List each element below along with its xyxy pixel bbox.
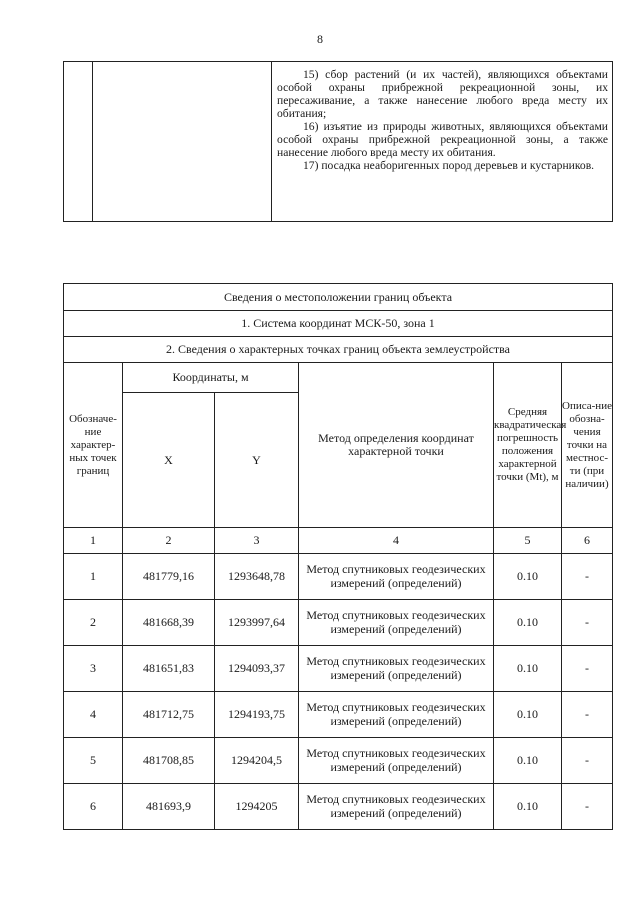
restrictions-list-table (63, 61, 613, 222)
coord-x: 481693,9 (123, 784, 215, 830)
table-row (64, 554, 613, 600)
method: Метод спутниковых геодезических измерений (определений) (299, 692, 494, 738)
method: Метод спутниковых геодезических измерений (определений) (299, 646, 494, 692)
table-row (64, 738, 613, 784)
table-row (64, 646, 613, 692)
point-id: 6 (64, 784, 123, 830)
method: Метод спутниковых геодезических измерений (определений) (299, 600, 494, 646)
list-item: 17) посадка неаборигенных пород деревьев и кустарников. (303, 159, 595, 172)
error: 0.10 (494, 738, 562, 784)
restrictions-list (272, 62, 613, 222)
column-number: 4 (299, 528, 494, 554)
coord-x: 481779,16 (123, 554, 215, 600)
error: 0.10 (494, 646, 562, 692)
column-number: 5 (494, 528, 562, 554)
error: 0.10 (494, 784, 562, 830)
coord-y: 1294204,5 (215, 738, 299, 784)
description: - (562, 554, 613, 600)
point-id: 1 (64, 554, 123, 600)
column-number: 6 (562, 528, 613, 554)
point-id: 3 (64, 646, 123, 692)
error: 0.10 (494, 600, 562, 646)
error: 0.10 (494, 554, 562, 600)
coord-x: 481708,85 (123, 738, 215, 784)
coord-x: 481712,75 (123, 692, 215, 738)
header-designation: Обозначе-ние характер-ных точек границ (64, 363, 123, 528)
table-row (64, 784, 613, 830)
point-id: 5 (64, 738, 123, 784)
point-id: 4 (64, 692, 123, 738)
coordinate-system: 1. Система координат МСК-50, зона 1 (64, 311, 613, 337)
description: - (562, 738, 613, 784)
method: Метод спутниковых геодезических измерений (определений) (299, 554, 494, 600)
coord-x: 481668,39 (123, 600, 215, 646)
method: Метод спутниковых геодезических измерений (определений) (299, 738, 494, 784)
list-item: 15) сбор растений (и их частей), являющихся объектами особой охраны прибрежной рекреационной зоны, их пересаживание, а также нанесение любого вреда месту их обитания; (277, 68, 608, 120)
coord-y: 1294193,75 (215, 692, 299, 738)
header-error: Средняя квадратическая погрешность положения характерной точки (Mt), м (494, 363, 562, 528)
header-x: X (123, 393, 215, 528)
empty-cell-number (64, 62, 93, 222)
point-id: 2 (64, 600, 123, 646)
empty-cell-name (93, 62, 272, 222)
table-row (64, 692, 613, 738)
coord-y: 1293648,78 (215, 554, 299, 600)
header-description: Описа-ние обозна-чения точки на местнос-ти (при наличии) (562, 363, 613, 528)
error: 0.10 (494, 692, 562, 738)
coord-y: 1294093,37 (215, 646, 299, 692)
table-row (64, 600, 613, 646)
section-title: 2. Сведения о характерных точках границ объекта землеустройства (64, 337, 613, 363)
header-y: Y (215, 393, 299, 528)
column-number: 1 (64, 528, 123, 554)
coord-y: 1294205 (215, 784, 299, 830)
description: - (562, 784, 613, 830)
header-method: Метод определения координат характерной точки (299, 363, 494, 528)
table-title: Сведения о местоположении границ объекта (64, 284, 613, 311)
header-coordinates: Координаты, м (123, 363, 299, 393)
description: - (562, 646, 613, 692)
column-number: 3 (215, 528, 299, 554)
coord-y: 1293997,64 (215, 600, 299, 646)
list-item: 16) изъятие из природы животных, являющихся объектами особой охраны прибрежной рекреационной зоны, а также нанесение любого вреда месту их обитания. (277, 120, 608, 159)
method: Метод спутниковых геодезических измерений (определений) (299, 784, 494, 830)
column-number: 2 (123, 528, 215, 554)
page-number: 8 (317, 32, 323, 46)
description: - (562, 600, 613, 646)
coord-x: 481651,83 (123, 646, 215, 692)
description: - (562, 692, 613, 738)
coordinates-table (63, 283, 613, 830)
